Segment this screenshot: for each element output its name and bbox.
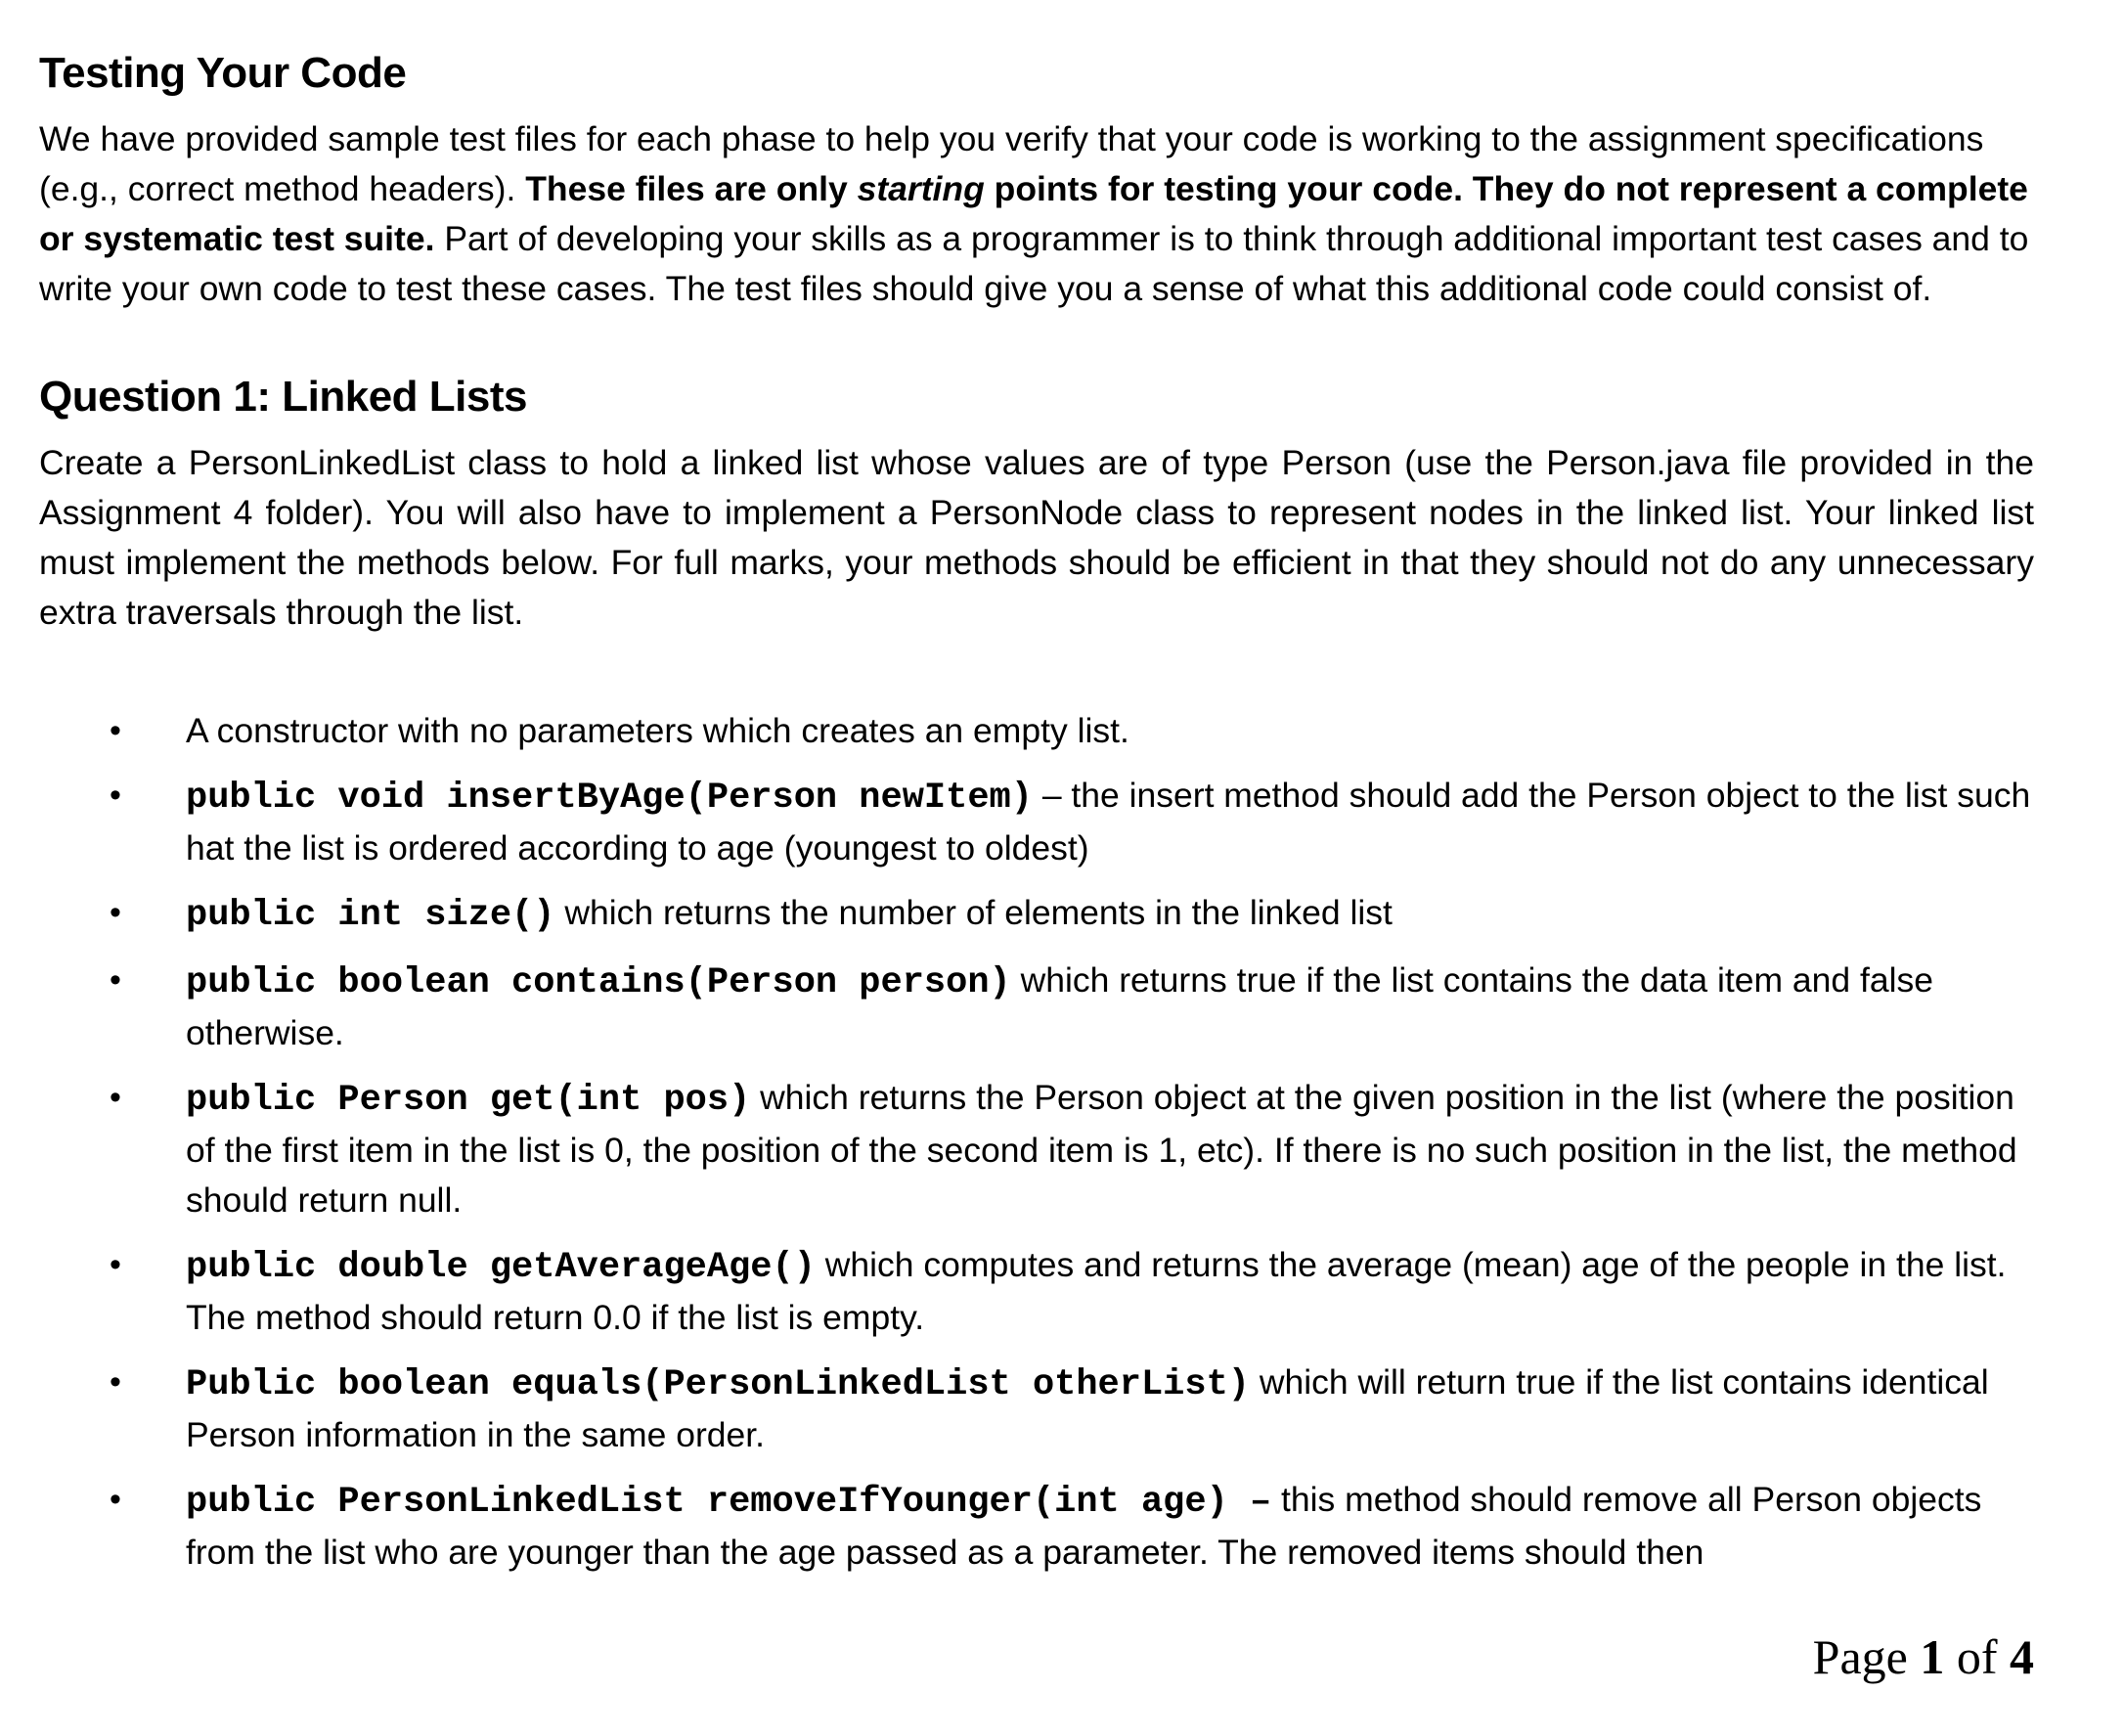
bullet-icon: • (110, 1363, 121, 1402)
bullet-icon: • (110, 777, 121, 815)
testing-text-1: We have provided sample test files for each phase to help you verify that your code is working to the assignment specifications (e.g., correct method headers). (39, 119, 1984, 209)
bullet-icon: • (110, 894, 121, 932)
list-item (39, 888, 2034, 941)
method-description: this method should remove all Person objects from the list who are younger than the age passed as a parameter. The removed items should then (186, 1480, 1982, 1573)
testing-text-2: Part of developing your skills as a programmer is to think through additional important test cases and to write your own code to test these cases. The test files should give you a sense of what this additional code could consist of. (39, 219, 2029, 309)
section-title-testing: Testing Your Code (39, 49, 407, 97)
section-title-question-1: Question 1: Linked Lists (39, 373, 527, 422)
page-number (1813, 1628, 2034, 1685)
list-item (39, 956, 2034, 1058)
method-signature: public Person get(int pos) (186, 1080, 751, 1122)
method-signature: public void insertByAge(Person newItem) (186, 778, 1033, 820)
method-description: which returns true if the list contains the data item and false otherwise. (186, 960, 1933, 1053)
method-description: A constructor with no parameters which creates an empty list. (186, 711, 1129, 751)
method-description: which will return true if the list contains identical Person information in the same order. (186, 1362, 1989, 1455)
method-description: which computes and returns the average (mean) age of the people in the list. The method should return 0.0 if the list is empty. (186, 1245, 2007, 1338)
list-item (39, 1358, 2034, 1460)
list-item (39, 1073, 2034, 1225)
method-list (39, 706, 2034, 1578)
page-current: 1 (1920, 1629, 1945, 1684)
bullet-icon: • (110, 1079, 121, 1117)
method-description: which returns the number of elements in the linked list (554, 893, 1393, 933)
list-item (39, 706, 2034, 756)
question-1-intro: Create a PersonLinkedList class to hold a linked list whose values are of type Person (use the Person.java file provided in the Assignment 4 folder). You will also have to implement a PersonNode class to represent nodes in the linked list. Your linked list must implement the methods below. For full marks, your methods should be efficient in that they should not do any unnecessary extra traversals through the list. (39, 443, 2034, 633)
method-signature: public int size() (186, 895, 555, 937)
bullet-icon: • (110, 961, 121, 1000)
testing-bold-1: These files are only (525, 169, 858, 209)
method-description: which returns the Person object at the given position in the list (where the position of the first item in the list is 0, the position of the second item is 1, etc). If there is no such position in the list, the method should return null. (186, 1078, 2017, 1221)
bullet-icon: • (110, 712, 121, 750)
list-item (39, 771, 2034, 873)
method-signature: public PersonLinkedList removeIfYounger(int age) – (186, 1482, 1272, 1524)
method-signature: Public boolean equals(PersonLinkedList otherList) (186, 1364, 1250, 1406)
page-label: Page (1812, 1629, 1921, 1684)
bullet-icon: • (110, 1481, 121, 1519)
testing-bold-2: points for testing your code. They do not represent a complete or systematic test suite. (39, 169, 2028, 259)
page-of: of (1944, 1629, 2010, 1684)
method-description: – the insert method should add the Person object to the list such hat the list is ordered according to age (youngest to oldest) (186, 776, 2031, 868)
page-total: 4 (2010, 1629, 2034, 1684)
method-signature: public boolean contains(Person person) (186, 962, 1011, 1004)
method-signature: public double getAverageAge() (186, 1247, 816, 1289)
testing-bold-italic: starting (857, 169, 985, 209)
document-page (39, 39, 2034, 1592)
bullet-icon: • (110, 1246, 121, 1284)
list-item (39, 1240, 2034, 1343)
list-item (39, 1475, 2034, 1578)
testing-paragraph (39, 114, 2034, 314)
